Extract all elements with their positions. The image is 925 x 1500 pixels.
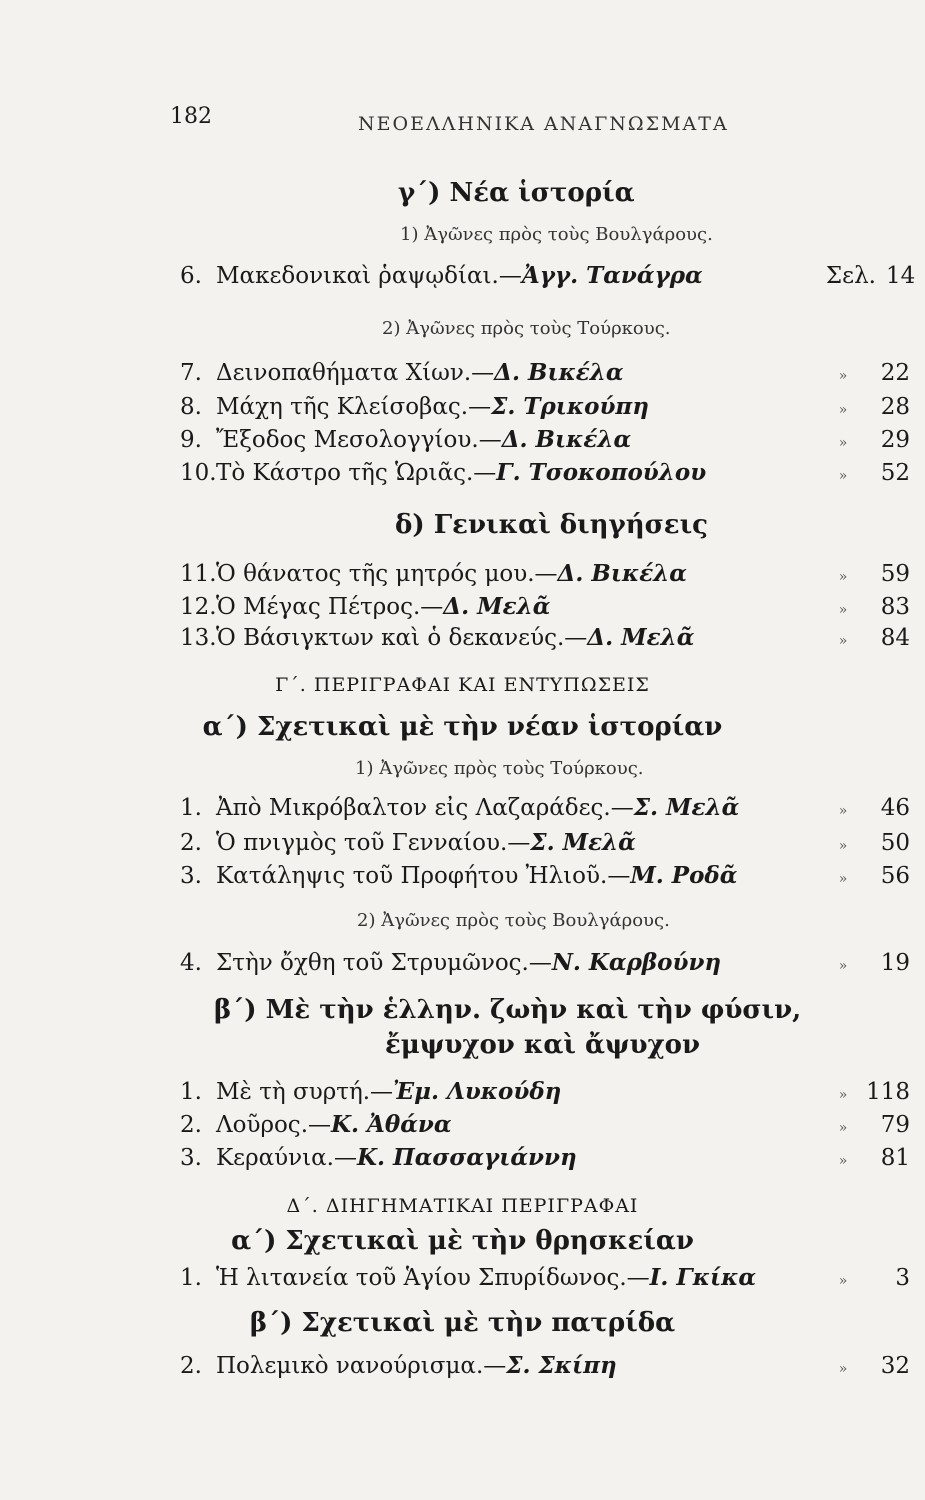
entry-author: Σ. Τρικούπη [491, 393, 649, 420]
entry-page: 81 [880, 1145, 910, 1171]
toc-entry: 13. Ὁ Βάσιγκτων καὶ ὁ δεκανεύς. — Δ. Μελᾶ » 84 [180, 624, 910, 651]
entry-page: 46 [880, 795, 910, 821]
entry-author: Ἐμ. Λυκούδη [393, 1078, 562, 1105]
entry-author: Μ. Ροδᾶ [630, 862, 738, 889]
entry-author: Δ. Μελᾶ [587, 624, 695, 651]
group-heading: 1) Ἀγῶνες πρὸς τοὺς Τούρκους. [355, 758, 644, 779]
entry-page: 29 [880, 427, 910, 453]
toc-entry: 3. Κεραύνια. — Κ. Πασσαγιάννη » 81 [180, 1144, 910, 1171]
entry-page: 3 [895, 1265, 910, 1291]
entry-author: Δ. Μελᾶ [443, 593, 551, 620]
entry-title: Κατάληψις τοῦ Προφήτου Ἠλιοῦ. [216, 863, 608, 889]
entry-page: 14 [886, 263, 916, 289]
ditto-mark: » [838, 958, 848, 974]
ditto-mark: » [838, 569, 848, 585]
toc-entry: 4. Στὴν ὄχθη τοῦ Στρυμῶνος. — Ν. Καρβούνη » 19 [180, 949, 910, 976]
entry-author: Κ. Πασσαγιάννη [356, 1144, 577, 1171]
ditto-mark: » [838, 402, 848, 418]
entry-title: Ἀπὸ Μικρόβαλτον εἰς Λαζαράδες. [216, 795, 611, 821]
toc-entry: 2. Λοῦρος. — Κ. Ἀθάνα » 79 [180, 1111, 910, 1138]
entry-title: Μάχη τῆς Κλείσοβας. [216, 394, 469, 420]
toc-entry: 6. Μακεδονικαὶ ῥαψῳδίαι. — Ἀγγ. Τανάγρα Σελ. 14 [180, 262, 916, 289]
entry-page: 32 [880, 1353, 910, 1379]
subsection-heading: α΄) Σχετικαὶ μὲ τὴν νέαν ἱστορίαν [202, 712, 723, 742]
entry-number: 10. [180, 460, 217, 486]
toc-entry: 2. Πολεμικὸ νανούρισμα. — Σ. Σκίπη » 32 [180, 1352, 910, 1379]
entry-number: 6. [180, 263, 202, 289]
entry-number: 8. [180, 394, 202, 420]
entry-title: Ὁ θάνατος τῆς μητρός μου. [216, 561, 535, 587]
entry-title: Ὁ πνιγμὸς τοῦ Γενναίου. [216, 830, 508, 856]
entry-page: 52 [880, 460, 910, 486]
subsection-heading-delta: δ) Γενικαὶ διηγήσεις [395, 510, 708, 540]
entry-title: Ὁ Μέγας Πέτρος. [216, 594, 421, 620]
ditto-mark: » [838, 435, 848, 451]
toc-entry: 1. Ἡ λιτανεία τοῦ Ἁγίου Σπυρίδωνος. — Ι. Γκίκα » 3 [180, 1264, 910, 1291]
entry-page: 79 [880, 1112, 910, 1138]
entry-number: 12. [180, 594, 217, 620]
toc-entry: 7. Δεινοπαθήματα Χίων. — Δ. Βικέλα » 22 [180, 359, 910, 386]
entry-page: 22 [880, 360, 910, 386]
toc-entry: 2. Ὁ πνιγμὸς τοῦ Γενναίου. — Σ. Μελᾶ » 50 [180, 829, 910, 856]
entry-author: Γ. Τσοκοπούλου [496, 459, 707, 486]
entry-author: Σ. Μελᾶ [530, 829, 636, 856]
subsection-heading: β΄) Μὲ τὴν ἑλλην. ζωὴν καὶ τὴν φύσιν, [214, 995, 802, 1025]
ditto-mark: » [838, 871, 848, 887]
entry-number: 7. [180, 360, 202, 386]
toc-entry: 9. Ἔξοδος Μεσολογγίου. — Δ. Βικέλα » 29 [180, 426, 910, 453]
entry-title: Πολεμικὸ νανούρισμα. [216, 1353, 484, 1379]
entry-page: 56 [880, 863, 910, 889]
toc-entry: 8. Μάχη τῆς Κλείσοβας. — Σ. Τρικούπη » 28 [180, 393, 910, 420]
toc-entry: 1. Ἀπὸ Μικρόβαλτον εἰς Λαζαράδες. — Σ. Μελᾶ » 46 [180, 794, 910, 821]
toc-entry: 10. Τὸ Κάστρο τῆς Ὡριᾶς. — Γ. Τσοκοπούλου » 52 [180, 459, 910, 486]
entry-number: 1. [180, 1079, 202, 1105]
ditto-mark: » [838, 1153, 848, 1169]
group-heading: 2) Ἀγῶνες πρὸς τοὺς Βουλγάρους. [357, 910, 670, 931]
ditto-mark: » [838, 1087, 848, 1103]
ditto-mark: » [838, 1120, 848, 1136]
ditto-mark: » [838, 633, 848, 649]
entry-author: Δ. Βικέλα [501, 426, 632, 453]
entry-number: 13. [180, 625, 217, 651]
entry-number: 2. [180, 1353, 202, 1379]
subsection-heading: β΄) Σχετικαὶ μὲ τὴν πατρίδα [249, 1308, 676, 1338]
subsection-heading-gamma: γ΄) Νέα ἱστορία [398, 178, 635, 208]
entry-title: Λοῦρος. [216, 1112, 308, 1138]
entry-number: 4. [180, 950, 202, 976]
entry-author: Δ. Βικέλα [557, 560, 688, 587]
entry-number: 1. [180, 1265, 202, 1291]
ditto-mark: » [838, 803, 848, 819]
entry-title: Στὴν ὄχθη τοῦ Στρυμῶνος. [216, 950, 529, 976]
entry-number: 3. [180, 863, 202, 889]
ditto-mark: » [838, 468, 848, 484]
entry-page: 50 [880, 830, 910, 856]
group-heading: 2) Ἀγῶνες πρὸς τοὺς Τούρκους. [382, 318, 671, 339]
ditto-mark: » [838, 1273, 848, 1289]
page-label: Σελ. [825, 263, 876, 289]
ditto-mark: » [838, 838, 848, 854]
entry-author: Σ. Σκίπη [506, 1352, 617, 1379]
entry-number: 2. [180, 1112, 202, 1138]
running-title: ΝΕΟΕΛΛΗΝΙΚΑ ΑΝΑΓΝΩΣΜΑΤΑ [358, 113, 729, 135]
entry-title: Ἔξοδος Μεσολογγίου. [216, 427, 479, 453]
entry-author: Κ. Ἀθάνα [331, 1111, 452, 1138]
ditto-mark: » [838, 602, 848, 618]
entry-page: 28 [880, 394, 910, 420]
entry-title: Ἡ λιτανεία τοῦ Ἁγίου Σπυρίδωνος. [216, 1265, 627, 1291]
ditto-mark: » [838, 368, 848, 384]
entry-title: Ὁ Βάσιγκτων καὶ ὁ δεκανεύς. [216, 625, 565, 651]
entry-title: Κεραύνια. [216, 1145, 334, 1171]
entry-number: 11. [180, 561, 217, 587]
entry-title: Μὲ τὴ συρτή. [216, 1079, 371, 1105]
entry-page: 84 [880, 625, 910, 651]
entry-number: 3. [180, 1145, 202, 1171]
entry-title: Δεινοπαθήματα Χίων. [216, 360, 472, 386]
section-title: Δ΄. ΔΙΗΓΗΜΑΤΙΚΑΙ ΠΕΡΙΓΡΑΦΑΙ [286, 1195, 639, 1217]
entry-author: Ἀγγ. Τανάγρα [521, 262, 703, 289]
entry-author: Ι. Γκίκα [649, 1264, 757, 1291]
ditto-mark: » [838, 1361, 848, 1377]
toc-entry: 3. Κατάληψις τοῦ Προφήτου Ἠλιοῦ. — Μ. Ροδᾶ » 56 [180, 862, 910, 889]
entry-author: Σ. Μελᾶ [633, 794, 740, 821]
toc-entry: 1. Μὲ τὴ συρτή. — Ἐμ. Λυκούδη » 118 [180, 1078, 910, 1105]
entry-number: 2. [180, 830, 202, 856]
entry-author: Ν. Καρβούνη [551, 949, 722, 976]
toc-entry: 11. Ὁ θάνατος τῆς μητρός μου. — Δ. Βικέλα » 59 [180, 560, 910, 587]
entry-title: Μακεδονικαὶ ῥαψῳδίαι. [216, 263, 499, 289]
page-number: 182 [170, 104, 212, 129]
section-title: Γ΄. ΠΕΡΙΓΡΑΦΑΙ ΚΑΙ ΕΝΤΥΠΩΣΕΙΣ [275, 674, 650, 696]
entry-page: 19 [880, 950, 910, 976]
toc-entry: 12. Ὁ Μέγας Πέτρος. — Δ. Μελᾶ » 83 [180, 593, 910, 620]
subsection-heading-cont: ἔμψυχον καὶ ἄψυχον [385, 1030, 701, 1060]
entry-number: 1. [180, 795, 202, 821]
subsection-heading: α΄) Σχετικαὶ μὲ τὴν θρησκείαν [231, 1226, 694, 1256]
entry-page: 118 [866, 1079, 910, 1105]
entry-page: 83 [880, 594, 910, 620]
entry-number: 9. [180, 427, 202, 453]
group-heading: 1) Ἀγῶνες πρὸς τοὺς Βουλγάρους. [400, 224, 713, 245]
entry-page: 59 [880, 561, 910, 587]
entry-author: Δ. Βικέλα [494, 359, 624, 386]
entry-title: Τὸ Κάστρο τῆς Ὡριᾶς. [216, 460, 474, 486]
